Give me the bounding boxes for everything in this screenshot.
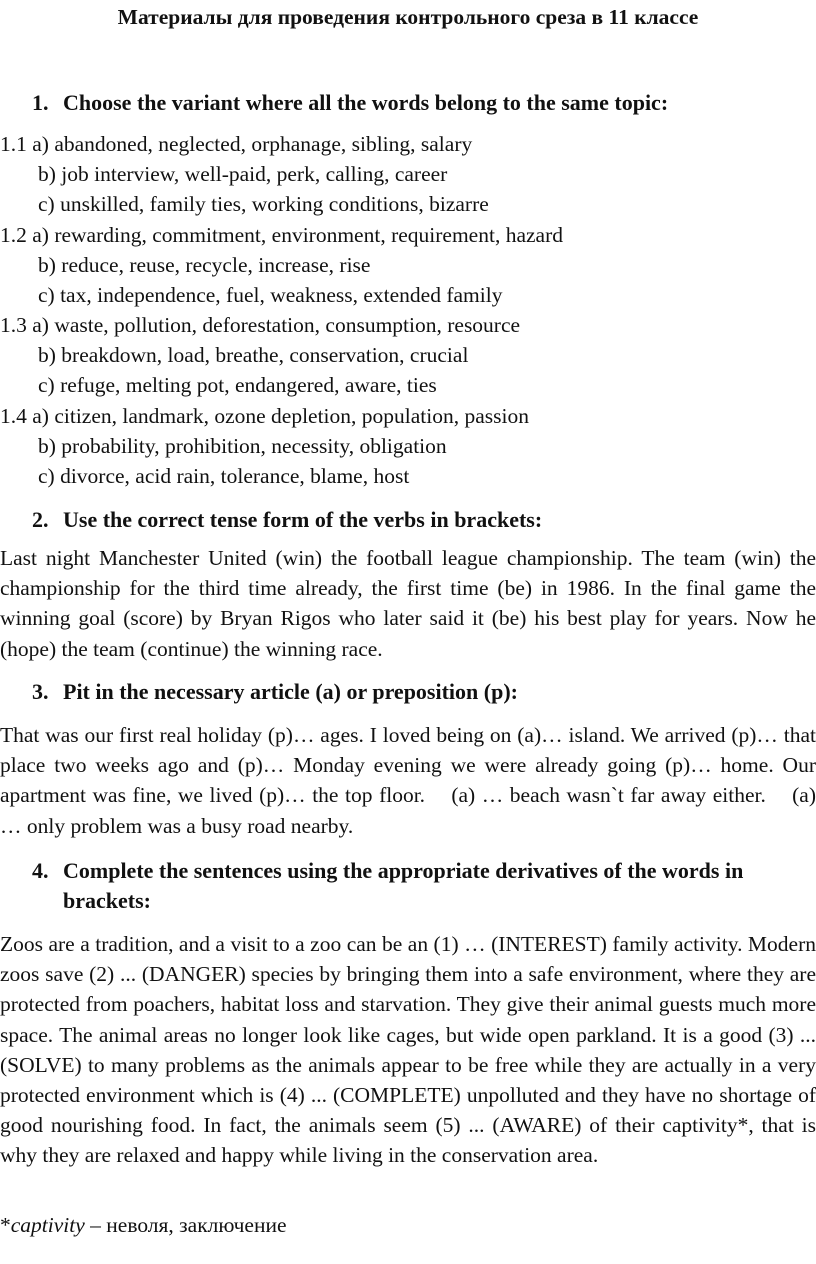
task3-heading-text: Pit in the necessary article (a) or preposition (p):: [63, 679, 518, 704]
list-item: c) tax, independence, fuel, weakness, extended family: [38, 283, 503, 307]
task4-number: 4.: [32, 858, 49, 883]
list-item: 1.2 a) rewarding, commitment, environment, requirement, hazard: [0, 223, 563, 247]
list-item: c) divorce, acid rain, tolerance, blame, host: [38, 464, 410, 488]
task1-number: 1.: [32, 90, 49, 115]
task2-text: Last night Manchester United (win) the football league championship. The team (win) the championship for the third time already, the first time (be) in 1986. In the final game the winning goal (score) by Bryan Rigos who later said it (be) his best play for years. Now he (hope) the team (continue) the winning race.: [0, 546, 816, 661]
list-item: c) refuge, melting pot, endangered, aware, ties: [38, 373, 437, 397]
page-title: Материалы для проведения контрольного среза в 11 классе: [117, 5, 699, 29]
list-item: 1.1 a) abandoned, neglected, orphanage, sibling, salary: [0, 132, 473, 156]
task2-heading: [32, 506, 542, 534]
task3-text: That was our first real holiday (p)… ages. I loved being on (a)… island. We arrived (p)… that place two weeks ago and (p)… Monday evening we were already going (p)… home. Our apartment was fine, we lived (p)… the top floor. (a) … beach wasn`t far away either. (a) … only problem was a busy road nearby.: [0, 723, 816, 838]
footnote-star: *: [0, 1213, 11, 1237]
footnote: [0, 1211, 287, 1239]
footnote-term: captivity: [10, 1213, 85, 1237]
task3-number: 3.: [32, 679, 49, 704]
list-item: b) breakdown, load, breathe, conservation, crucial: [38, 343, 469, 367]
task4-heading: [32, 856, 816, 916]
task4-text: Zoos are a tradition, and a visit to a zoo can be an (1) … (INTEREST) family activity. Modern zoos save (2) ... (DANGER) species by bringing them into a safe environment, where they are protected from poachers, habitat loss and starvation. They give their animal guests much more space. The animal areas no longer look like cages, but wide open parkland. It is a good (3) ... (SOLVE) to many problems as the animals appear to be free while they are actually in a very protected environment which is (4) ... (COMPLETE) unpolluted and they have no shortage of good nourishing food. In fact, the animals seem (5) ... (AWARE) of their captivity*, that is why they are relaxed and happy while living in the conservation area.: [0, 932, 816, 1168]
list-item: b) probability, prohibition, necessity, obligation: [38, 434, 447, 458]
list-item: b) job interview, well-paid, perk, calling, career: [38, 162, 448, 186]
task1-heading: [32, 89, 668, 117]
task2-number: 2.: [32, 507, 49, 532]
list-item: c) unskilled, family ties, working conditions, bizarre: [38, 192, 489, 216]
list-item: b) reduce, reuse, recycle, increase, rise: [38, 253, 371, 277]
task4-heading-text: Complete the sentences using the appropriate derivatives of the words in brackets:: [63, 858, 744, 913]
task2-heading-text: Use the correct tense form of the verbs in brackets:: [63, 507, 543, 532]
list-item: 1.3 a) waste, pollution, deforestation, consumption, resource: [0, 313, 521, 337]
list-item: 1.4 a) citizen, landmark, ozone depletion, population, passion: [0, 404, 529, 428]
footnote-definition: – неволя, заключение: [84, 1213, 287, 1237]
task3-heading: [32, 678, 518, 706]
task1-heading-text: Choose the variant where all the words belong to the same topic:: [63, 90, 669, 115]
